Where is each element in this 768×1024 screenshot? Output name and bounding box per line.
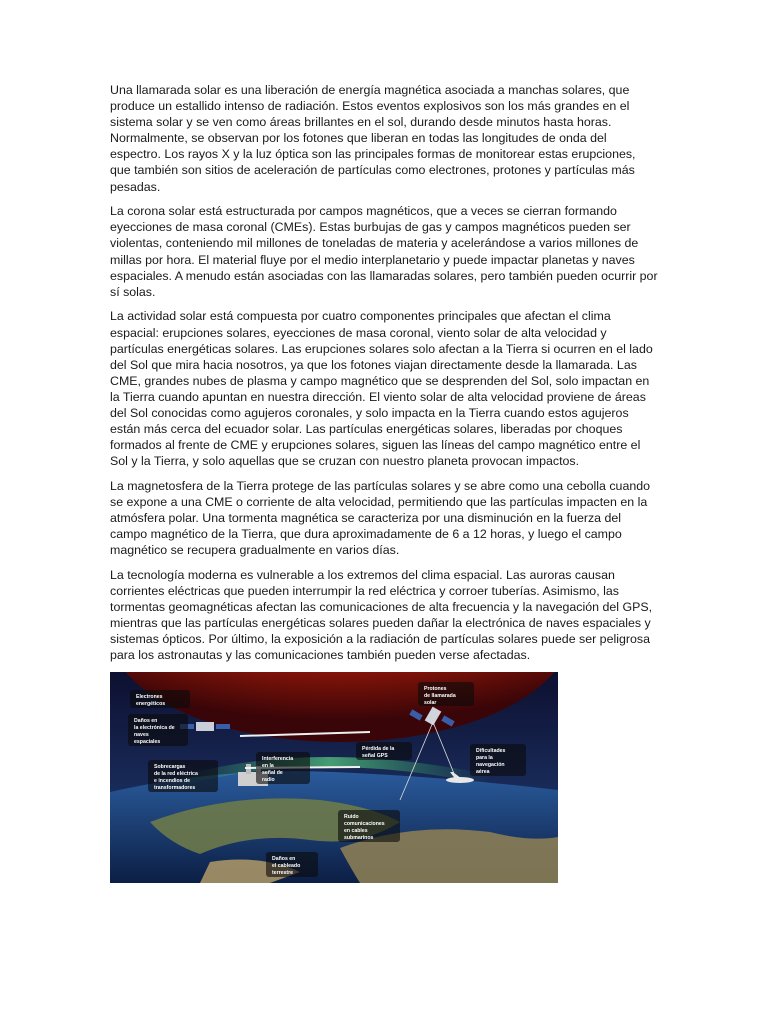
label-protones [418,682,474,706]
svg-text:Electrones: Electrones [136,694,163,701]
svg-text:radio: radio [262,777,275,784]
svg-text:para la: para la [476,755,493,762]
paragraph-solar-corona: La corona solar está estructurada por campos magnéticos, que a veces se cierran formando eyecciones de masa coronal (CMEs). Estas burbujas de gas y campos magnéticos pueden ser violentas, conteniendo mil millones de toneladas de materia y acelerándose a varios millones de millas por hora. El material fluye por el medio interplanetario y puede impactar planetas y naves espaciales. A menudo están asociadas con las llamaradas solares, pero también pueden ocurrir por sí solas. [110,204,658,299]
svg-text:el cableado: el cableado [272,863,301,870]
label-interferencia [256,752,310,784]
svg-text:Pérdida de la: Pérdida de la [362,746,395,753]
svg-text:terrestre: terrestre [272,870,294,877]
paragraph-magnetosphere: La magnetosfera de la Tierra protege de las partículas solares y se abre como una cebolla cuando se expone a una CME o corriente de alta velocidad, permitiendo que las partículas impacten en la atmósfera polar. Una tormenta magnética se caracteriza por una disminución en la fuerza del campo magnético de la Tierra, que dura aproximadamente de 6 a 12 horas, y luego el campo magnético se recupera gradualmente en varios días. [110,478,651,558]
svg-text:comunicaciones: comunicaciones [344,821,385,828]
svg-text:Daños en: Daños en [134,718,158,725]
document-page [110,82,658,883]
svg-text:señal de: señal de [262,770,283,777]
svg-text:e incendios de: e incendios de [154,778,191,785]
paragraph-solar-flare: Una llamarada solar es una liberación de energía magnética asociada a manchas solares, que produce un estallido intenso de radiación. Estos eventos explosivos son los más grandes en el sistema solar y se ven como áreas brillantes en el sol, durando desde minutos hasta horas. Normalmente, se observan por los fotones que liberan en todas las longitudes de onda del espectro. Los rayos X y la luz óptica son las principales formas de monitorear estas erupciones, que también son sitios de aceleración de partículas como electrones, protones y partículas más pesadas. [110,83,636,194]
svg-text:señal GPS: señal GPS [362,753,388,760]
svg-text:transformadores: transformadores [154,785,196,792]
label-ruido [338,810,400,842]
svg-text:Interferencia: Interferencia [262,756,294,763]
svg-text:submarinos: submarinos [344,835,374,842]
svg-text:espaciales: espaciales [134,739,161,746]
label-electrones [130,690,190,708]
label-danos-electronica [128,714,188,746]
svg-text:naves: naves [134,732,149,739]
svg-text:Sobrecargas: Sobrecargas [154,764,186,771]
svg-text:energéticos: energéticos [136,701,166,708]
svg-text:solar: solar [424,700,437,707]
svg-text:de llamarada: de llamarada [424,693,456,700]
paragraph-solar-activity: La actividad solar está compuesta por cuatro componentes principales que afectan el clima espacial: erupciones solares, eyecciones de masa coronal, viento solar de alta velocidad y partículas energéticas solares. Las erupciones solares solo afectan a la Tierra si ocurren en el lado del Sol que mira hacia nosotros, ya que los fotones viajan directamente desde la llamarada. Las CME, grandes nubes de plasma y campo magnético que se desprenden del Sol, solo impactan en la Tierra cuando apuntan en nuestra dirección. El viento solar de alta velocidad proviene de áreas del Sol conocidas como agujeros coronales, y solo impacta en la Tierra cuando estos agujeros están más cerca del ecuador solar. Las partículas energéticas solares, liberadas por choques formados al frente de CME y erupciones solares, siguen las líneas del campo magnético entre el Sol y la Tierra, y solo aquellas que se cruzan con nuestro planeta provocan impactos. [110,309,653,469]
svg-text:navegación: navegación [476,762,505,769]
svg-text:en cables: en cables [344,828,368,835]
label-dificultades [470,744,526,776]
svg-text:la electrónica de: la electrónica de [134,725,175,732]
svg-text:Protones: Protones [424,686,447,693]
svg-text:Dificultades: Dificultades [476,748,506,755]
svg-text:en la: en la [262,763,274,770]
svg-text:Daños en: Daños en [272,856,296,863]
label-sobrecargas [148,760,218,792]
svg-text:aérea: aérea [476,769,490,776]
space-weather-illustration [110,672,558,883]
svg-text:de la red eléctrica: de la red eléctrica [154,771,198,778]
label-perdida-gps [356,742,412,760]
label-danos-cableado [266,852,318,877]
paragraph-technology: La tecnología moderna es vulnerable a los extremos del clima espacial. Las auroras causan corrientes eléctricas que pueden interrumpir la red eléctrica y corroer tuberías. Asimismo, las tormentas geomagnéticas afectan las comunicaciones de alta frecuencia y la navegación del GPS, mientras que las partículas energéticas solares pueden dañar la electrónica de naves espaciales y sistemas ópticos. Por último, la exposición a la radiación de partículas solares puede ser peligrosa para los astronautas y las comunicaciones también pueden verse afectadas. [110,568,653,663]
svg-text:Ruido: Ruido [344,814,359,821]
